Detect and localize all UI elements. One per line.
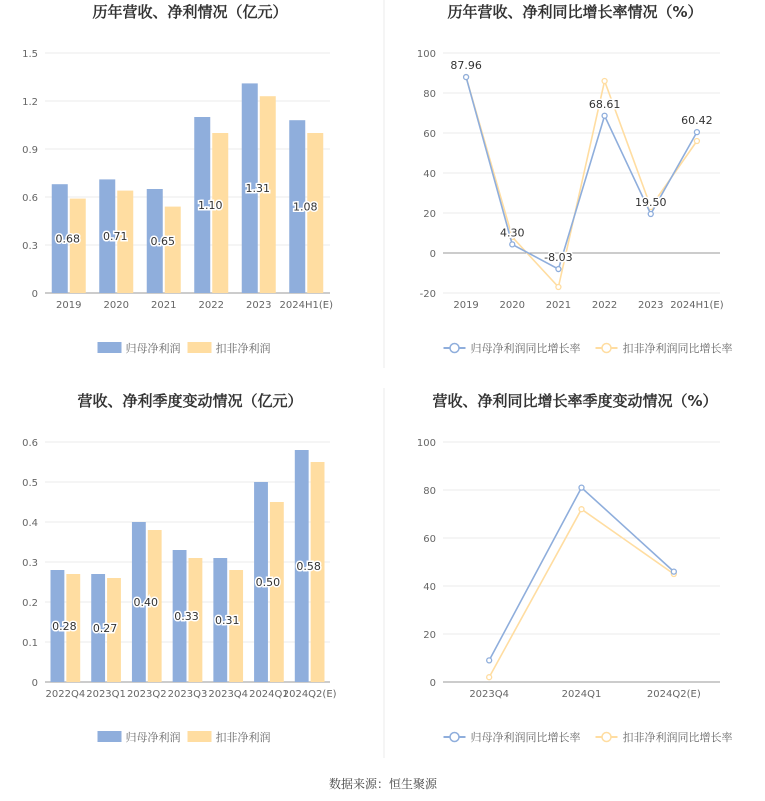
line-point bbox=[487, 658, 492, 663]
y-tick-label: 0.2 bbox=[22, 598, 38, 609]
legend-label: 扣非净利润 bbox=[215, 731, 271, 744]
series-line-series2 bbox=[466, 77, 697, 287]
data-label: 0.31 bbox=[214, 614, 240, 627]
chart-title: 历年营收、净利同比增长率情况（%） bbox=[447, 3, 703, 21]
data-label: 1.31 bbox=[245, 182, 270, 196]
legend-marker-dot bbox=[602, 733, 611, 742]
legend-label: 扣非净利润同比增长率 bbox=[622, 731, 733, 744]
legend-swatch bbox=[188, 731, 212, 742]
y-tick-label: 1.5 bbox=[22, 49, 38, 60]
series-line-series2 bbox=[489, 509, 674, 677]
x-tick-label: 2023Q2 bbox=[126, 689, 167, 700]
y-tick-label: 0.6 bbox=[22, 438, 38, 449]
bar-series2 bbox=[270, 502, 284, 682]
data-label: 0.68 bbox=[55, 232, 80, 246]
data-label: 60.42 bbox=[681, 114, 713, 128]
chart-title: 营收、净利同比增长率季度变动情况（%） bbox=[432, 392, 718, 410]
annual-profit-bar-chart bbox=[22, 3, 333, 355]
y-tick-label: 0.3 bbox=[22, 241, 38, 252]
x-tick-label: 2023Q4 bbox=[469, 689, 510, 700]
bar-series2 bbox=[70, 199, 86, 293]
y-tick-label: 0.6 bbox=[22, 193, 38, 204]
data-label: 1.08 bbox=[293, 200, 318, 214]
line-point bbox=[694, 130, 699, 135]
y-tick-label: 0.9 bbox=[22, 145, 38, 156]
line-point bbox=[602, 79, 607, 84]
line-point bbox=[694, 139, 699, 144]
data-label: 4.30 bbox=[500, 226, 525, 240]
annual-growth-line-chart bbox=[417, 3, 733, 355]
y-tick-label: 20 bbox=[423, 209, 436, 220]
legend-marker-dot bbox=[602, 344, 611, 353]
line-point bbox=[510, 242, 515, 247]
x-tick-label: 2019 bbox=[56, 300, 82, 311]
data-label: -8.03 bbox=[544, 251, 573, 265]
legend-marker-dot bbox=[450, 344, 459, 353]
data-label: 0.58 bbox=[296, 560, 321, 573]
x-tick-label: 2019 bbox=[453, 300, 479, 311]
quarterly-growth-line-chart bbox=[417, 392, 733, 744]
data-source: 数据来源：恒生聚源 bbox=[328, 777, 438, 791]
x-tick-label: 2023Q1 bbox=[86, 689, 126, 700]
x-tick-label: 2024Q2(E) bbox=[282, 689, 337, 700]
data-label: 0.65 bbox=[150, 235, 175, 248]
legend-label: 归母净利润同比增长率 bbox=[470, 342, 581, 355]
line-point bbox=[464, 75, 469, 80]
data-label: 0.27 bbox=[92, 622, 118, 635]
line-point bbox=[671, 569, 676, 574]
legend-swatch bbox=[98, 731, 122, 742]
line-point bbox=[648, 212, 653, 217]
y-tick-label: 0.5 bbox=[22, 478, 38, 489]
legend-label: 归母净利润同比增长率 bbox=[470, 731, 581, 744]
x-tick-label: 2023Q3 bbox=[167, 689, 208, 700]
data-label: 1.10 bbox=[198, 199, 223, 212]
y-tick-label: 80 bbox=[423, 89, 436, 100]
x-tick-label: 2024H1(E) bbox=[279, 300, 333, 311]
line-point bbox=[579, 507, 584, 512]
y-tick-label: 0 bbox=[429, 249, 436, 260]
y-tick-label: 0 bbox=[31, 678, 38, 689]
x-tick-label: 2022 bbox=[591, 300, 618, 311]
y-tick-label: 100 bbox=[416, 49, 436, 60]
chart-title: 历年营收、净利情况（亿元） bbox=[92, 3, 288, 21]
x-tick-label: 2022Q4 bbox=[45, 689, 86, 700]
legend-marker-dot bbox=[450, 733, 459, 742]
line-point bbox=[556, 285, 561, 290]
x-tick-label: 2022 bbox=[198, 300, 224, 311]
y-tick-label: 0.3 bbox=[22, 558, 38, 569]
x-tick-label: 2021 bbox=[545, 300, 572, 311]
x-tick-label: 2023 bbox=[638, 300, 664, 311]
y-tick-label: 60 bbox=[423, 129, 436, 140]
x-tick-label: 2021 bbox=[151, 300, 177, 311]
line-point bbox=[602, 113, 607, 118]
y-tick-label: 0.4 bbox=[22, 518, 38, 529]
legend-label: 归母净利润 bbox=[125, 342, 181, 355]
data-label: 0.50 bbox=[255, 576, 281, 589]
data-label: 0.28 bbox=[52, 620, 77, 633]
x-tick-label: 2024Q1 bbox=[561, 689, 602, 700]
x-tick-label: 2020 bbox=[103, 300, 129, 311]
quarterly-profit-bar-chart bbox=[22, 392, 337, 744]
y-tick-label: 1.2 bbox=[22, 97, 38, 108]
bar-series2 bbox=[165, 207, 181, 293]
y-tick-label: 100 bbox=[416, 438, 436, 449]
y-tick-label: -20 bbox=[419, 289, 436, 300]
legend-label: 归母净利润 bbox=[125, 731, 181, 744]
y-tick-label: 40 bbox=[423, 582, 436, 593]
y-tick-label: 80 bbox=[423, 486, 436, 497]
x-tick-label: 2024Q2(E) bbox=[646, 689, 701, 700]
legend-swatch bbox=[98, 342, 122, 353]
data-label: 19.50 bbox=[635, 196, 667, 209]
data-label: 0.71 bbox=[103, 230, 128, 244]
y-tick-label: 0 bbox=[429, 678, 436, 689]
x-tick-label: 2024H1(E) bbox=[670, 300, 724, 311]
data-label: 0.40 bbox=[133, 596, 159, 609]
y-tick-label: 0.1 bbox=[22, 638, 38, 649]
chart-title: 营收、净利季度变动情况（亿元） bbox=[77, 392, 303, 410]
legend-label: 扣非净利润 bbox=[215, 342, 271, 355]
data-label: 68.61 bbox=[588, 97, 621, 111]
legend-label: 扣非净利润同比增长率 bbox=[622, 342, 733, 355]
y-tick-label: 40 bbox=[423, 169, 436, 180]
y-tick-label: 60 bbox=[423, 534, 436, 545]
x-tick-label: 2024Q1 bbox=[249, 689, 289, 700]
line-point bbox=[487, 675, 492, 680]
bar-series2 bbox=[212, 133, 228, 293]
y-tick-label: 0 bbox=[31, 289, 38, 300]
line-point bbox=[579, 485, 584, 490]
line-point bbox=[556, 267, 561, 272]
data-label: 0.33 bbox=[174, 610, 199, 623]
x-tick-label: 2023 bbox=[246, 300, 272, 311]
x-tick-label: 2020 bbox=[499, 300, 525, 311]
x-tick-label: 2023Q4 bbox=[208, 689, 249, 700]
legend-swatch bbox=[188, 342, 212, 353]
data-label: 87.96 bbox=[450, 59, 482, 73]
y-tick-label: 20 bbox=[423, 630, 436, 641]
